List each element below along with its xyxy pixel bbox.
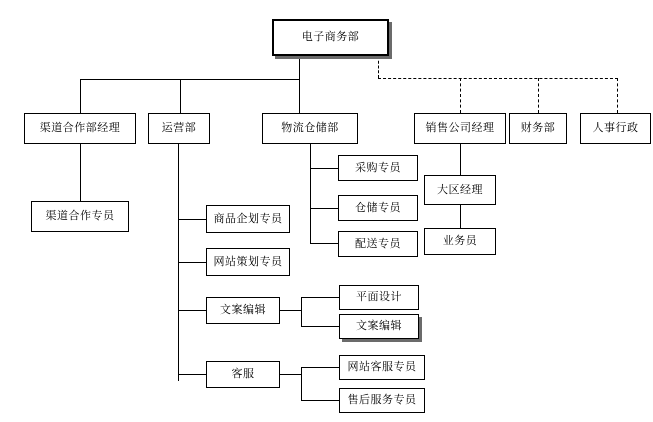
node-region-manager[interactable] [424, 175, 496, 205]
node-channel-specialist[interactable] [31, 201, 129, 232]
node-hr-admin[interactable] [580, 113, 651, 144]
node-root[interactable] [272, 19, 389, 56]
node-channel-manager[interactable] [24, 113, 136, 144]
node-label-site-customer-service: 网站客服专员 [347, 361, 417, 374]
connector-ops-siteplan [178, 262, 206, 263]
connector-region-salesman [460, 205, 461, 228]
node-site-planner[interactable] [206, 248, 290, 276]
node-purchase-specialist[interactable] [338, 155, 418, 181]
connector-logistics-delivery [310, 243, 338, 244]
node-copy-editor[interactable] [206, 297, 280, 324]
connector-dashed-hr [617, 78, 618, 113]
node-delivery-specialist[interactable] [338, 231, 418, 257]
node-ops-dept[interactable] [148, 113, 210, 144]
connector-sales-region [460, 144, 461, 175]
connector-bus-channel [80, 79, 81, 113]
node-copy-editor-sub[interactable] [339, 314, 419, 339]
connector-ops-copyedit [178, 310, 206, 311]
node-finance-dept[interactable] [509, 113, 567, 144]
node-label-site-planner: 网站策划专员 [213, 255, 283, 268]
node-customer-service[interactable] [206, 361, 280, 388]
node-warehouse-specialist[interactable] [338, 195, 418, 221]
connector-logistics-down [310, 144, 311, 244]
connector-channel-spec [80, 144, 81, 201]
node-label-copy-editor-sub: 文案编辑 [356, 320, 402, 333]
connector-bus-logistics [299, 79, 300, 113]
node-label-sales-manager: 销售公司经理 [425, 122, 495, 135]
connector-dashed-bus [378, 78, 618, 79]
connector-customer-sitecs [301, 367, 339, 368]
node-label-purchase-specialist: 采购专员 [355, 161, 401, 174]
node-label-graphic-designer: 平面设计 [356, 291, 402, 304]
connector-root-dashed-down [378, 56, 379, 78]
connector-dashed-sales [460, 78, 461, 113]
node-label-after-sales-specialist: 售后服务专员 [347, 394, 417, 407]
connector-ops-customer [178, 374, 206, 375]
node-logistics-dept[interactable] [262, 113, 358, 144]
node-label-delivery-specialist: 配送专员 [355, 237, 401, 250]
node-sales-manager[interactable] [414, 113, 506, 144]
node-label-region-manager: 大区经理 [437, 183, 483, 196]
node-label-customer-service: 客服 [231, 368, 255, 381]
node-label-hr-admin: 人事行政 [592, 122, 639, 135]
connector-customer-vert [301, 367, 302, 400]
node-label-channel-manager: 渠道合作部经理 [39, 122, 121, 135]
connector-main-bus [80, 79, 300, 80]
node-graphic-designer[interactable] [339, 285, 419, 310]
node-salesman[interactable] [424, 228, 496, 255]
connector-customer-right [279, 374, 301, 375]
node-label-ops-dept: 运营部 [161, 122, 197, 135]
node-label-channel-specialist: 渠道合作专员 [45, 210, 115, 223]
connector-copyedit-vert [301, 297, 302, 326]
connector-logistics-warehouse [310, 208, 338, 209]
node-after-sales-specialist[interactable] [339, 388, 425, 413]
connector-customer-aftersales [301, 400, 339, 401]
connector-dashed-finance [538, 78, 539, 113]
node-label-warehouse-specialist: 仓储专员 [355, 201, 401, 214]
node-label-salesman: 业务员 [442, 235, 478, 248]
node-label-finance-dept: 财务部 [520, 122, 556, 135]
node-site-customer-service[interactable] [339, 355, 425, 380]
connector-copyedit-graphic [301, 297, 339, 298]
node-label-root: 电子商务部 [301, 31, 360, 44]
connector-copyedit-right [279, 310, 301, 311]
connector-ops-product [178, 219, 206, 220]
connector-logistics-purchase [310, 168, 338, 169]
node-label-logistics-dept: 物流仓储部 [281, 122, 339, 135]
node-product-planner[interactable] [206, 205, 290, 233]
connector-copyedit-copy2 [301, 326, 339, 327]
connector-bus-ops [180, 79, 181, 113]
node-label-product-planner: 商品企划专员 [213, 212, 283, 225]
node-label-copy-editor: 文案编辑 [220, 304, 266, 317]
connector-root-down [299, 56, 300, 79]
